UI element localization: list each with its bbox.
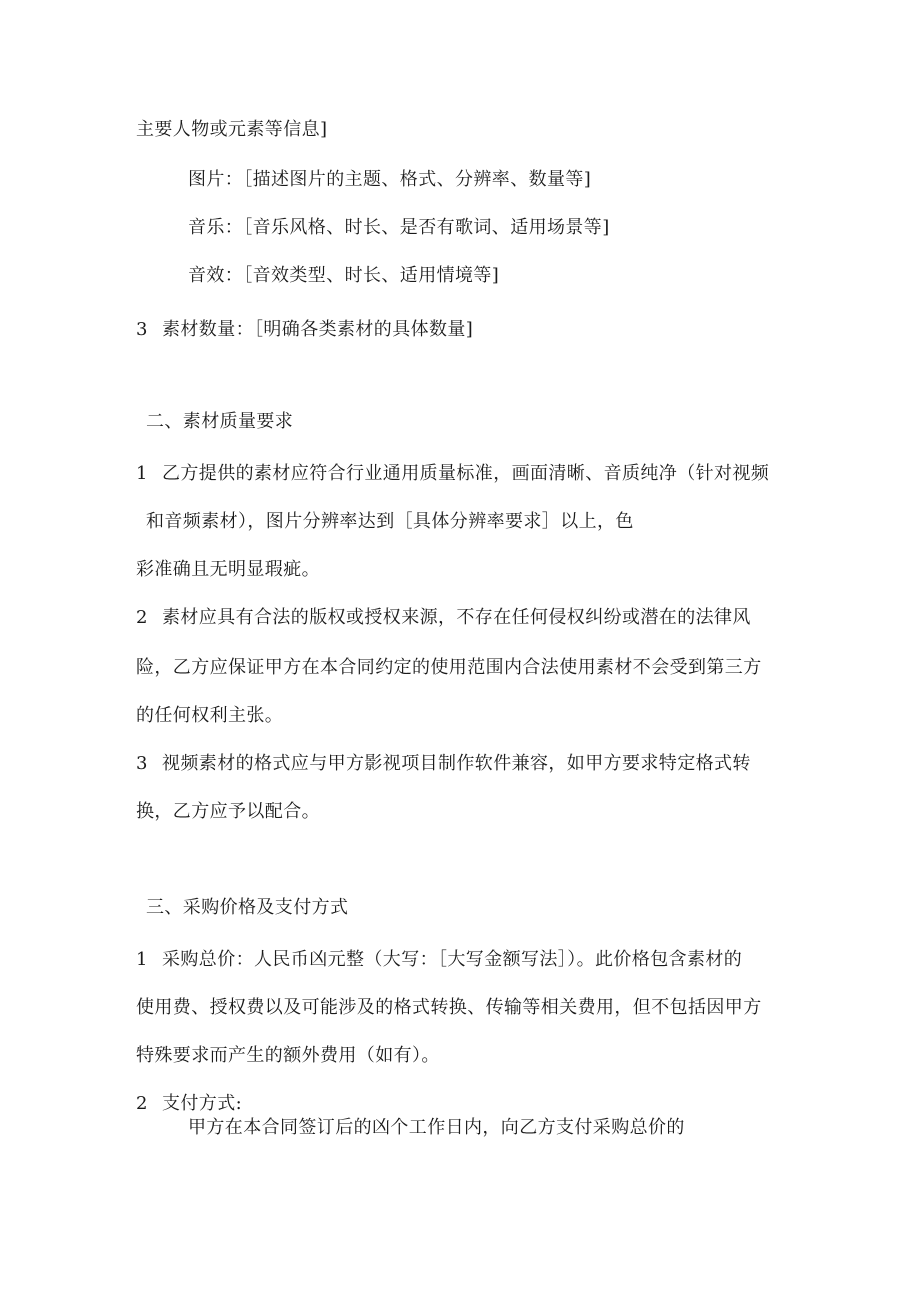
numbered-item bbox=[136, 606, 751, 630]
item-number: 1 bbox=[136, 949, 148, 970]
numbered-item bbox=[136, 318, 473, 342]
item-number: 3 bbox=[136, 753, 148, 774]
paragraph-line: 险，乙方应保证甲方在本合同约定的使用范围内合法使用素材不会受到第三方 bbox=[136, 657, 762, 678]
numbered-item bbox=[136, 948, 742, 972]
numbered-item bbox=[136, 462, 769, 486]
item-text: 视频素材的格式应与甲方影视项目制作软件兼容，如甲方要求特定格式转 bbox=[162, 753, 751, 774]
item-text: 支付方式: bbox=[162, 1093, 243, 1114]
section-heading: 二、素材质量要求 bbox=[146, 411, 294, 432]
paragraph-line: 音效：［音效类型、时长、适用情境等] bbox=[188, 265, 500, 286]
item-text: 乙方提供的素材应符合行业通用质量标准，画面清晰、音质纯净（针对视频 bbox=[162, 463, 770, 484]
item-number: 3 bbox=[136, 319, 148, 340]
item-number: 2 bbox=[136, 1093, 148, 1114]
paragraph-line: 换，乙方应予以配合。 bbox=[136, 801, 320, 822]
paragraph-line: 甲方在本合同签订后的凶个工作日内，向乙方支付采购总价的 bbox=[188, 1117, 685, 1138]
item-number: 2 bbox=[136, 607, 148, 628]
item-text: 采购总价：人民币凶元整（大写：［大写金额写法］）。此价格包含素材的 bbox=[162, 949, 743, 970]
paragraph-line: 特殊要求而产生的额外费用（如有）。 bbox=[136, 1045, 440, 1066]
numbered-item bbox=[136, 752, 751, 776]
numbered-item bbox=[136, 1092, 242, 1116]
paragraph-line: 的任何权利主张。 bbox=[136, 705, 284, 726]
paragraph-line: 图片：［描述图片的主题、格式、分辨率、数量等] bbox=[188, 169, 592, 190]
item-number: 1 bbox=[136, 463, 148, 484]
section-heading: 三、采购价格及支付方式 bbox=[146, 897, 349, 918]
paragraph-line: 彩准确且无明显瑕疵。 bbox=[136, 559, 320, 580]
paragraph-line: 和音频素材），图片分辨率达到［具体分辨率要求］以上，色 bbox=[146, 511, 634, 532]
item-text: 素材数量：［明确各类素材的具体数量] bbox=[162, 319, 474, 340]
item-text: 素材应具有合法的版权或授权来源，不存在任何侵权纠纷或潜在的法律风 bbox=[162, 607, 751, 628]
paragraph-line: 使用费、授权费以及可能涉及的格式转换、传输等相关费用，但不包括因甲方 bbox=[136, 997, 762, 1018]
paragraph-line: 主要人物或元素等信息] bbox=[136, 119, 328, 140]
paragraph-line: 音乐：［音乐风格、时长、是否有歌词、适用场景等] bbox=[188, 217, 610, 238]
